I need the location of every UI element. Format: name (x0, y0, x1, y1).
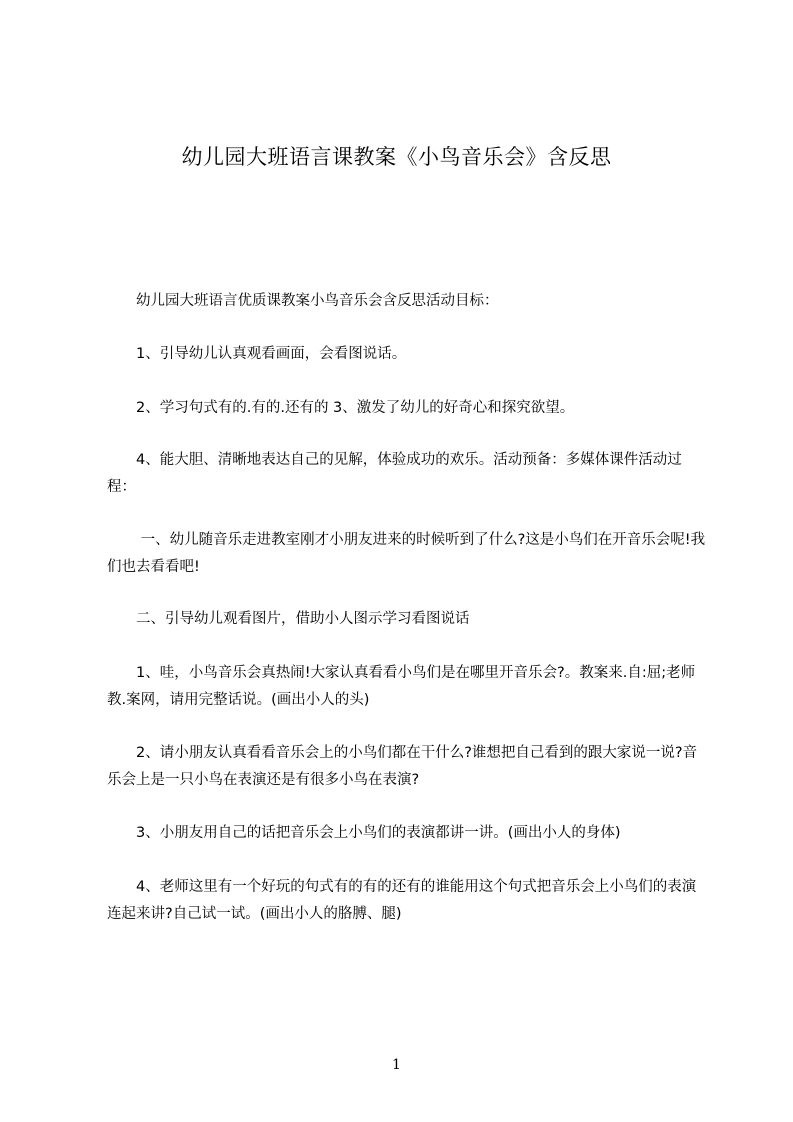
paragraph-step-two-2: 2、请小朋友认真看看音乐会上的小鸟们都在干什么?谁想把自己看到的跟大家说一说?音乐会上是一只小鸟在表演还是有很多小鸟在表演? (107, 745, 698, 788)
paragraph-intro-objectives: 幼儿园大班语言优质课教案小鸟音乐会含反思活动目标： (107, 293, 499, 309)
paragraph-objective-1: 1、引导幼儿认真观看画面，会看图说话。 (107, 346, 407, 362)
paragraph-step-two-3: 3、小朋友用自己的话把音乐会上小鸟们的表演都讲一讲。(画出小人的身体) (107, 825, 621, 841)
paragraph-objective-4-preparation: 4、能大胆、清晰地表达自己的见解，体验成功的欢乐。活动预备：多媒体课件活动过程： (107, 452, 682, 495)
page-number: 1 (392, 1057, 401, 1073)
paragraph-step-two-4: 4、老师这里有一个好玩的句式有的有的还有的谁能用这个句式把音乐会上小鸟们的表演连起来讲?自己试一试。(画出小人的胳膊、腿) (107, 879, 697, 922)
paragraph-step-two: 二、引导幼儿观看图片，借助小人图示学习看图说话 (107, 611, 470, 627)
paragraph-objective-2-3: 2、学习句式有的.有的.还有的 3、激发了幼儿的好奇心和探究欲望。 (107, 400, 575, 416)
paragraph-step-one: 一、幼儿随音乐走进教室刚才小朋友进来的时候听到了什么?这是小鸟们在开音乐会呢!我们也去看看吧! (107, 532, 706, 575)
document-title: 幼儿园大班语言课教案《小鸟音乐会》含反思 (181, 145, 612, 169)
paragraph-step-two-1: 1、哇，小鸟音乐会真热闹!大家认真看看小鸟们是在哪里开音乐会?。教案来.自:屈;老师教.案网，请用完整话说。(画出小人的头) (107, 665, 696, 708)
